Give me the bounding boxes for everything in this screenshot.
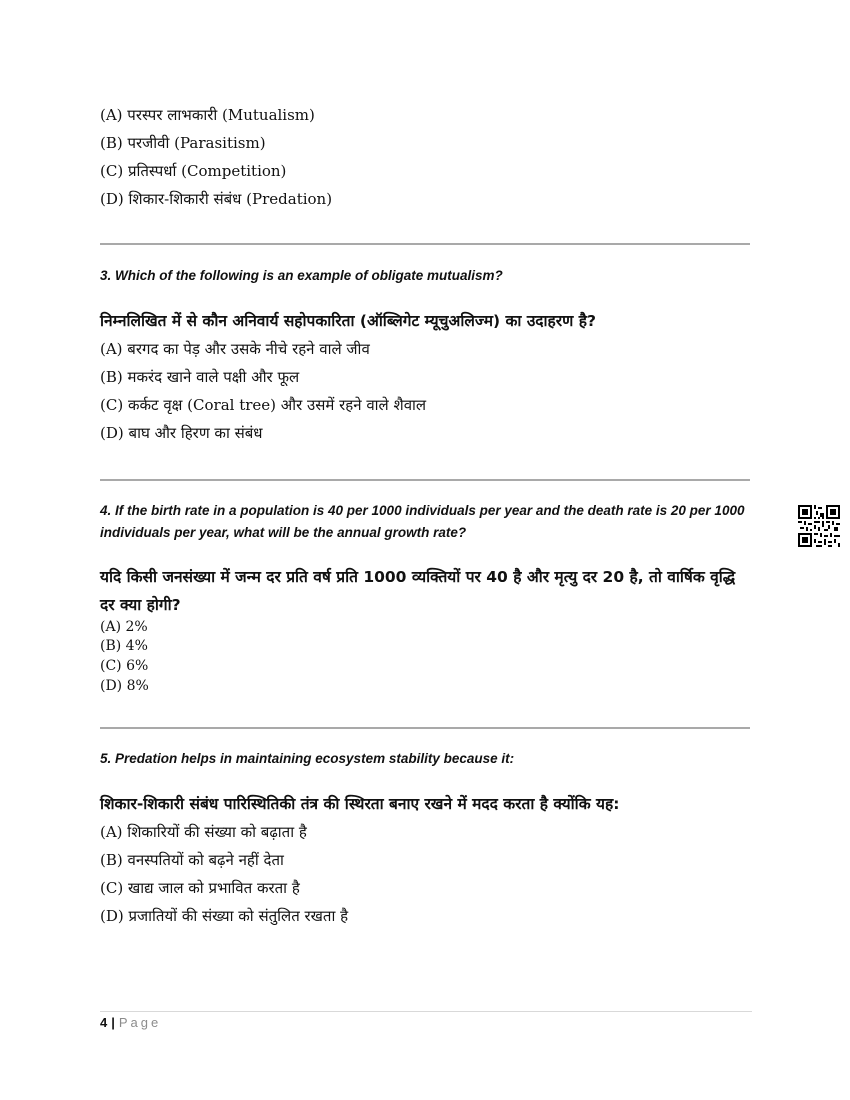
q5-option-d: (D) प्रजातियों की संख्या को संतुलित रखता है (100, 907, 349, 925)
q5-option-a: (A) शिकारियों की संख्या को बढ़ाता है (100, 823, 307, 841)
section-divider (100, 727, 750, 729)
section-divider (100, 479, 750, 481)
q5-hindi-text: शिकार-शिकारी संबंध पारिस्थितिकी तंत्र की स्थिरता बनाए रखने में मदद करता है क्योंकि यह: (100, 795, 620, 813)
q2-option-a: (A) परस्पर लाभकारी (Mutualism) (100, 106, 315, 124)
q3-hindi-text: निम्नलिखित में से कौन अनिवार्य सहोपकारिता (ऑब्लिगेट म्यूचुअलिज्म) का उदाहरण है? (100, 312, 596, 330)
q3-option-d: (D) बाघ और हिरण का संबंध (100, 424, 263, 442)
q2-option-b: (B) परजीवी (Parasitism) (100, 134, 266, 152)
q4-english-text: 4. If the birth rate in a population is 40 per 1000 individuals per year and the death rate is 20 per 1000 individuals per year, what will be the annual growth rate? (100, 503, 745, 540)
section-divider (100, 243, 750, 245)
q4-option-d: (D) 8% (100, 678, 149, 694)
q2-option-d: (D) शिकार-शिकारी संबंध (Predation) (100, 190, 333, 208)
qr-code-icon (798, 505, 840, 547)
q3-option-b: (B) मकरंद खाने वाले पक्षी और फूल (100, 368, 300, 386)
page-label: Page (118, 1015, 162, 1030)
q4-option-b: (B) 4% (100, 638, 148, 654)
q4-option-c: (C) 6% (100, 658, 149, 674)
q4-hindi-text: यदि किसी जनसंख्या में जन्म दर प्रति वर्ष प्रति 1000 व्यक्तियों पर 40 है और मृत्यु दर 20 है, तो वार्षिक वृद्धि दर क्या होगी? (100, 568, 736, 614)
q4-option-a: (A) 2% (100, 619, 148, 635)
q5-english-text: 5. Predation helps in maintaining ecosystem stability because it: (100, 751, 515, 766)
q2-option-c: (C) प्रतिस्पर्धा (Competition) (100, 162, 287, 180)
footer-divider (100, 1011, 752, 1012)
q3-option-c: (C) कर्कट वृक्ष (Coral tree) और उसमें रहने वाले शैवाल (100, 396, 427, 414)
footer-separator: | (111, 1015, 115, 1030)
q3-english-text: 3. Which of the following is an example of obligate mutualism? (100, 268, 503, 283)
page-number: 4 (100, 1015, 108, 1030)
page-footer (100, 1014, 161, 1032)
q5-option-b: (B) वनस्पतियों को बढ़ने नहीं देता (100, 851, 284, 869)
q3-option-a: (A) बरगद का पेड़ और उसके नीचे रहने वाले जीव (100, 340, 370, 358)
q5-option-c: (C) खाद्य जाल को प्रभावित करता है (100, 879, 300, 897)
